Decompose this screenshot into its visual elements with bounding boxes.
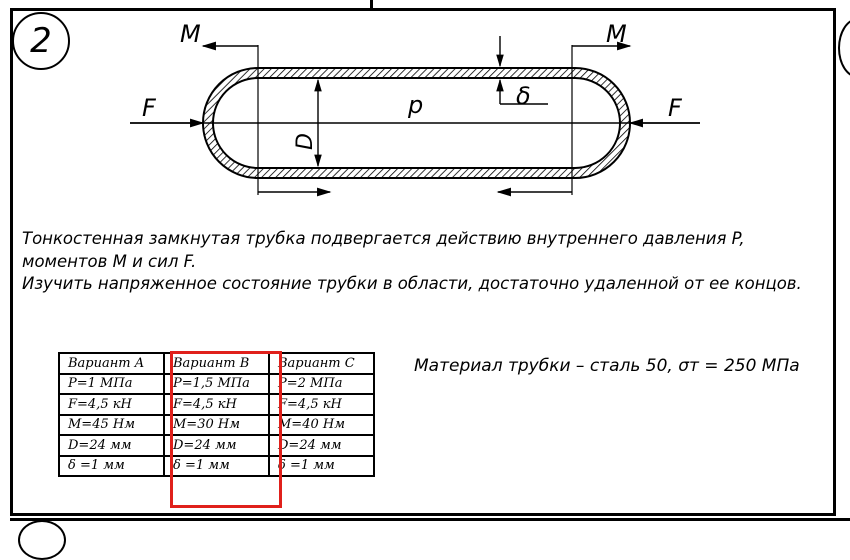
problem-line-1: Тонкостенная замкнутая трубка подвергается действию внутреннего давления P,: [22, 229, 745, 248]
tube-diagram: [0, 0, 850, 230]
label-force-right: F: [668, 94, 682, 122]
next-row-circle-fragment: [18, 520, 66, 560]
table-cell: δ =1 мм: [164, 456, 269, 477]
table-cell: F=4,5 кН: [269, 394, 374, 415]
table-cell: M=30 Нм: [164, 415, 269, 436]
table-cell: D=24 мм: [59, 435, 164, 456]
header-variant-b: Вариант B: [164, 353, 269, 374]
label-pressure: p: [408, 91, 424, 119]
table-cell: F=4,5 кН: [164, 394, 269, 415]
label-thickness: δ: [516, 82, 531, 110]
label-force-left: F: [142, 94, 156, 122]
table-cell: P=2 МПа: [269, 374, 374, 395]
header-variant-c: Вариант C: [269, 353, 374, 374]
problem-line-3: Изучить напряженное состояние трубки в области, достаточно удаленной от ее концов.: [22, 274, 802, 293]
table-cell: M=45 Нм: [59, 415, 164, 436]
label-diameter: D: [293, 133, 318, 150]
header-variant-a: Вариант A: [59, 353, 164, 374]
problem-line-2: моментов M и сил F.: [22, 251, 197, 271]
bottom-frame-line: [10, 518, 850, 521]
table-cell: M=40 Нм: [269, 415, 374, 436]
selected-variant-highlight: [170, 351, 282, 508]
label-moment-right: M: [606, 20, 627, 48]
table-cell: D=24 мм: [164, 435, 269, 456]
table-cell: D=24 мм: [269, 435, 374, 456]
table-cell: F=4,5 кН: [59, 394, 164, 415]
table-cell: P=1 МПа: [59, 374, 164, 395]
table-cell: δ =1 мм: [269, 456, 374, 477]
table-cell: δ =1 мм: [59, 456, 164, 477]
task-number: 2: [30, 21, 52, 61]
problem-statement: [22, 228, 832, 296]
label-moment-left: M: [180, 20, 201, 48]
table-cell: P=1,5 МПа: [164, 374, 269, 395]
material-spec: Материал трубки – сталь 50, σт = 250 МПа: [414, 356, 800, 376]
